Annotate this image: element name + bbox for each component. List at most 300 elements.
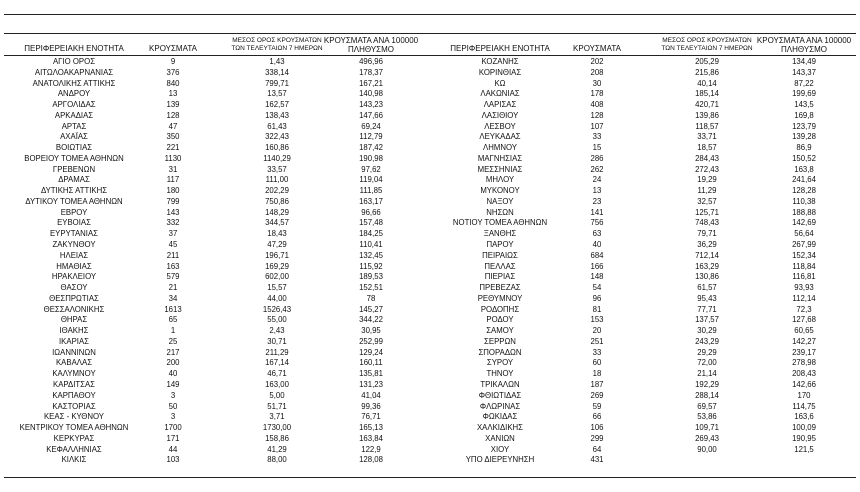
region-cell: ΚΟΡΙΝΘΙΑΣ <box>478 67 522 77</box>
per100k-cell: 121,5 <box>794 444 814 454</box>
per100k-cell: 111,85 <box>359 186 383 196</box>
table-row <box>430 369 860 380</box>
cases-cell: 139 <box>166 100 180 110</box>
avg-cell: 18,57 <box>697 143 717 153</box>
region-cell: ΚΑΣΤΟΡΙΑΣ <box>52 401 96 411</box>
region-cell: ΧΑΝΙΩΝ <box>485 433 515 443</box>
cases-cell: 408 <box>590 100 604 110</box>
avg-cell: 61,57 <box>697 283 717 293</box>
cases-cell: 799 <box>166 196 180 206</box>
cases-cell: 33 <box>592 347 602 357</box>
per100k-cell: 140,98 <box>359 89 383 99</box>
avg-cell: 2,43 <box>269 326 285 336</box>
avg-cell: 288,14 <box>695 390 719 400</box>
table-row <box>430 402 860 413</box>
per100k-cell: 252,99 <box>359 336 383 346</box>
per100k-cell: 188,88 <box>792 207 816 217</box>
table-row <box>0 380 430 391</box>
per100k-cell: 134,49 <box>792 57 816 66</box>
cases-cell: 153 <box>590 315 604 325</box>
per100k-cell: 165,13 <box>359 423 383 433</box>
avg-cell: 192,29 <box>695 379 719 389</box>
table-row <box>0 89 430 100</box>
region-cell: ΗΛΕΙΑΣ <box>59 250 89 260</box>
header-region-left: ΠΕΡΙΦΕΡΕΙΑΚΗ ΕΝΟΤΗΤΑ <box>24 44 124 53</box>
avg-cell: 125,71 <box>695 207 719 217</box>
avg-cell: 69,57 <box>697 401 717 411</box>
cases-cell: 350 <box>166 132 180 142</box>
per100k-cell: 132,45 <box>359 250 383 260</box>
avg-cell: 1140,29 <box>263 153 291 163</box>
avg-cell: 163,29 <box>695 261 719 271</box>
region-cell: ΔΥΤΙΚΗΣ ΑΤΤΙΚΗΣ <box>40 186 108 196</box>
table-row <box>430 262 860 273</box>
header-rule <box>4 55 856 56</box>
region-cell: ΛΑΡΙΣΑΣ <box>483 100 517 110</box>
table-row <box>0 218 430 229</box>
table-row <box>430 122 860 133</box>
avg-cell: 18,43 <box>267 229 287 239</box>
region-cell: ΣΠΟΡΑΔΩΝ <box>478 347 522 357</box>
region-cell: ΡΟΔΟΠΗΣ <box>480 304 520 314</box>
table-row <box>0 402 430 413</box>
per100k-cell: 129,24 <box>359 347 383 357</box>
region-cell: ΣΥΡΟΥ <box>486 358 514 368</box>
avg-cell: 29,29 <box>697 347 717 357</box>
table-row <box>0 79 430 90</box>
table-row <box>430 305 860 316</box>
cases-cell: 9 <box>170 57 176 66</box>
avg-cell: 338,14 <box>265 67 289 77</box>
region-cell: ΧΑΛΚΙΔΙΚΗΣ <box>476 423 523 433</box>
per100k-cell: 99,36 <box>361 401 381 411</box>
table-row <box>430 229 860 240</box>
table-row <box>0 122 430 133</box>
region-cell: ΑΡΤΑΣ <box>61 121 87 131</box>
per100k-cell: 142,66 <box>792 379 816 389</box>
region-cell: ΛΑΚΩΝΙΑΣ <box>480 89 520 99</box>
region-cell: ΦΘΙΩΤΙΔΑΣ <box>478 390 522 400</box>
avg-cell: 41,29 <box>267 444 287 454</box>
region-cell: ΚΟΖΑΝΗΣ <box>481 57 519 66</box>
avg-cell: 109,71 <box>695 423 719 433</box>
per100k-cell: 127,68 <box>792 315 816 325</box>
avg-cell: 211,29 <box>265 347 289 357</box>
avg-cell: 158,86 <box>265 433 289 443</box>
region-cell: ΦΩΚΙΔΑΣ <box>482 412 518 422</box>
region-cell: ΕΥΒΟΙΑΣ <box>57 218 91 228</box>
region-cell: ΑΝΔΡΟΥ <box>57 89 91 99</box>
region-cell: ΚΑΡΠΑΘΟΥ <box>52 390 96 400</box>
header-avg-right: ΜΕΣΟΣ ΟΡΟΣ ΚΡΟΥΣΜΑΤΩΝ ΤΩΝ ΤΕΛΕΥΤΑΙΩΝ 7 ΗΜΕΡΩΝ <box>661 37 753 52</box>
cases-cell: 217 <box>166 347 180 357</box>
region-cell: ΒΟΡΕΙΟΥ ΤΟΜΕΑ ΑΘΗΝΩΝ <box>24 153 124 163</box>
table-row <box>0 229 430 240</box>
region-cell: ΖΑΚΥΝΘΟΥ <box>52 240 96 250</box>
table-row <box>430 423 860 434</box>
per100k-cell: 115,92 <box>359 261 383 271</box>
region-cell: ΑΙΤΩΛΟΑΚΑΡΝΑΝΙΑΣ <box>34 67 114 77</box>
region-cell: ΘΕΣΣΑΛΟΝΙΚΗΣ <box>43 304 105 314</box>
cases-cell: 81 <box>592 304 602 314</box>
cases-cell: 24 <box>592 175 602 185</box>
table-row <box>0 445 430 456</box>
per100k-cell: 118,84 <box>792 261 816 271</box>
table-row <box>430 143 860 154</box>
table-row <box>430 337 860 348</box>
avg-cell: 202,29 <box>265 186 289 196</box>
avg-cell: 162,57 <box>265 100 289 110</box>
region-cell: ΠΙΕΡΙΑΣ <box>484 272 516 282</box>
cases-cell: 840 <box>166 78 180 88</box>
region-cell: ΚΕΑΣ - ΚΥΘΝΟΥ <box>43 412 105 422</box>
cases-cell: 251 <box>590 336 604 346</box>
avg-cell: 1730,00 <box>262 423 292 433</box>
table-row <box>430 132 860 143</box>
avg-cell: 5,00 <box>269 390 285 400</box>
table-row <box>430 391 860 402</box>
cases-cell: 117 <box>166 175 180 185</box>
cases-cell: 44 <box>168 444 178 454</box>
table-row <box>0 358 430 369</box>
cases-cell: 59 <box>592 401 602 411</box>
region-cell: ΣΑΜΟΥ <box>486 326 514 336</box>
avg-cell: 21,14 <box>697 369 717 379</box>
region-cell: ΕΥΡΥΤΑΝΙΑΣ <box>49 229 98 239</box>
avg-cell: 111,00 <box>265 175 289 185</box>
region-cell: ΚΕΦΑΛΛΗΝΙΑΣ <box>46 444 102 454</box>
region-cell: ΚΙΛΚΙΣ <box>61 455 87 465</box>
avg-cell: 748,43 <box>695 218 719 228</box>
table-row <box>430 218 860 229</box>
cases-cell: 107 <box>590 121 604 131</box>
cases-cell: 171 <box>166 433 180 443</box>
per100k-cell: 119,04 <box>359 175 383 185</box>
per100k-cell: 157,48 <box>359 218 383 228</box>
avg-cell: 284,43 <box>695 153 719 163</box>
table-row <box>0 326 430 337</box>
cases-cell: 3 <box>170 412 176 422</box>
avg-cell: 11,29 <box>697 186 717 196</box>
per100k-cell: 163,84 <box>359 433 383 443</box>
avg-cell: 79,71 <box>697 229 717 239</box>
region-cell: ΚΕΡΚΥΡΑΣ <box>53 433 95 443</box>
per100k-cell: 160,11 <box>359 358 383 368</box>
table-row <box>0 315 430 326</box>
per100k-cell: 344,22 <box>359 315 383 325</box>
cases-cell: 1130 <box>164 153 182 163</box>
avg-cell: 269,43 <box>695 433 719 443</box>
cases-cell: 31 <box>168 164 178 174</box>
per100k-cell: 96,66 <box>361 207 381 217</box>
per100k-cell: 170 <box>797 390 811 400</box>
avg-cell: 138,43 <box>265 110 289 120</box>
region-cell: ΡΕΘΥΜΝΟΥ <box>477 293 523 303</box>
region-cell: ΚΩ <box>494 78 506 88</box>
cases-cell: 33 <box>592 132 602 142</box>
per100k-cell: 41,04 <box>361 390 381 400</box>
region-cell: ΝΑΞΟΥ <box>486 196 514 206</box>
avg-cell: 420,71 <box>695 100 719 110</box>
per100k-cell: 241,64 <box>792 175 816 185</box>
table-row <box>430 251 860 262</box>
table-body-left <box>0 57 430 466</box>
cases-cell: 37 <box>168 229 178 239</box>
avg-cell: 137,57 <box>695 315 719 325</box>
avg-cell: 61,43 <box>267 121 287 131</box>
cases-cell: 47 <box>168 121 178 131</box>
region-cell: ΜΗΛΟΥ <box>485 175 515 185</box>
per100k-cell: 147,66 <box>359 110 383 120</box>
cases-cell: 66 <box>592 412 602 422</box>
table-row <box>0 100 430 111</box>
region-cell: ΛΑΣΙΘΙΟΥ <box>481 110 519 120</box>
avg-cell: 90,00 <box>697 444 717 454</box>
table-row <box>0 423 430 434</box>
table-row <box>0 143 430 154</box>
avg-cell: 51,71 <box>267 401 287 411</box>
table-row <box>0 68 430 79</box>
avg-cell: 3,71 <box>269 412 285 422</box>
avg-cell: 44,00 <box>267 293 287 303</box>
region-cell: ΓΡΕΒΕΝΩΝ <box>52 164 96 174</box>
region-cell: ΝΟΤΙΟΥ ΤΟΜΕΑ ΑΘΗΝΩΝ <box>452 218 548 228</box>
region-cell: ΜΥΚΟΝΟΥ <box>480 186 520 196</box>
region-cell: ΘΕΣΠΡΩΤΙΑΣ <box>49 293 99 303</box>
table-row <box>0 57 430 68</box>
cases-cell: 208 <box>590 67 604 77</box>
header-per100k-right: ΚΡΟΥΣΜΑΤΑ ΑΝΑ 100000 ΠΛΗΘΥΣΜΟ <box>756 36 852 54</box>
cases-cell: 3 <box>170 390 176 400</box>
per100k-cell: 123,79 <box>792 121 816 131</box>
per100k-cell: 163,6 <box>794 412 814 422</box>
avg-cell: 185,14 <box>695 89 719 99</box>
table-row <box>0 111 430 122</box>
cases-cell: 40 <box>592 240 602 250</box>
per100k-cell: 143,37 <box>792 67 816 77</box>
per100k-cell: 116,81 <box>792 272 816 282</box>
avg-cell: 243,29 <box>695 336 719 346</box>
per100k-cell: 152,51 <box>359 283 383 293</box>
cases-cell: 64 <box>592 444 602 454</box>
table-row <box>430 89 860 100</box>
avg-cell: 139,86 <box>695 110 719 120</box>
region-cell: ΠΕΛΛΑΣ <box>484 261 516 271</box>
table-row <box>430 197 860 208</box>
cases-cell: 54 <box>592 283 602 293</box>
region-cell: ΧΙΟΥ <box>490 444 510 454</box>
cases-cell: 262 <box>590 164 604 174</box>
per100k-cell: 110,41 <box>359 240 383 250</box>
cases-cell: 23 <box>592 196 602 206</box>
cases-cell: 299 <box>590 433 604 443</box>
avg-cell: 36,29 <box>697 240 717 250</box>
per100k-cell: 169,8 <box>794 110 814 120</box>
per100k-cell: 86,9 <box>796 143 812 153</box>
cases-cell: 431 <box>590 455 604 465</box>
per100k-cell: 128,08 <box>359 455 383 465</box>
table-row <box>430 380 860 391</box>
cases-cell: 684 <box>590 250 604 260</box>
avg-cell: 40,14 <box>697 78 717 88</box>
cases-cell: 269 <box>590 390 604 400</box>
per100k-cell: 163,8 <box>794 164 814 174</box>
per100k-cell: 184,25 <box>359 229 383 239</box>
cases-cell: 50 <box>168 401 178 411</box>
avg-cell: 602,00 <box>265 272 289 282</box>
table-row <box>0 348 430 359</box>
per100k-cell: 112,79 <box>359 132 383 142</box>
region-cell: ΤΡΙΚΑΛΩΝ <box>480 379 520 389</box>
region-cell: ΚΑΒΑΛΑΣ <box>55 358 93 368</box>
table-row <box>430 294 860 305</box>
per100k-cell: 100,09 <box>792 423 816 433</box>
cases-cell: 332 <box>166 218 180 228</box>
avg-cell: 32,57 <box>697 196 717 206</box>
per100k-cell: 145,27 <box>359 304 383 314</box>
cases-cell: 202 <box>590 57 604 66</box>
table-row <box>430 445 860 456</box>
table-row <box>430 283 860 294</box>
avg-cell: 30,71 <box>267 336 287 346</box>
cases-cell: 166 <box>590 261 604 271</box>
region-cell: ΙΚΑΡΙΑΣ <box>59 336 89 346</box>
region-cell: ΗΜΑΘΙΑΣ <box>56 261 92 271</box>
cases-cell: 221 <box>166 143 180 153</box>
header-cases-right: ΚΡΟΥΣΜΑΤΑ <box>573 44 621 53</box>
cases-cell: 60 <box>592 358 602 368</box>
avg-cell: 55,00 <box>267 315 287 325</box>
cases-cell: 30 <box>592 78 602 88</box>
cases-cell: 96 <box>592 293 602 303</box>
cases-cell: 180 <box>166 186 180 196</box>
per100k-cell: 178,37 <box>359 67 383 77</box>
table-row <box>430 455 860 466</box>
region-cell: ΒΟΙΩΤΙΑΣ <box>55 143 93 153</box>
table-row <box>0 294 430 305</box>
region-cell: ΠΕΙΡΑΙΩΣ <box>482 250 518 260</box>
per100k-cell: 239,17 <box>792 347 816 357</box>
table-row <box>430 154 860 165</box>
region-cell: ΠΑΡΟΥ <box>486 240 514 250</box>
region-cell: ΣΕΡΡΩΝ <box>484 336 516 346</box>
table-row <box>430 434 860 445</box>
per100k-cell: 76,71 <box>361 412 381 422</box>
cases-cell: 13 <box>592 186 602 196</box>
region-cell: ΑΝΑΤΟΛΙΚΗΣ ΑΤΤΙΚΗΣ <box>32 78 116 88</box>
per100k-cell: 143,23 <box>359 100 383 110</box>
avg-cell: 46,71 <box>267 369 287 379</box>
avg-cell: 13,57 <box>267 89 287 99</box>
table-row <box>0 272 430 283</box>
region-cell: ΔΡΑΜΑΣ <box>58 175 90 185</box>
region-cell: ΕΒΡΟΥ <box>60 207 88 217</box>
table-row <box>0 369 430 380</box>
avg-cell: 750,86 <box>265 196 289 206</box>
cases-cell: 40 <box>168 369 178 379</box>
avg-cell: 47,29 <box>267 240 287 250</box>
table-row <box>0 434 430 445</box>
header-cases-left: ΚΡΟΥΣΜΑΤΑ <box>149 44 197 53</box>
region-cell: ΘΑΣΟΥ <box>60 283 88 293</box>
table-row <box>430 326 860 337</box>
avg-cell: 148,29 <box>265 207 289 217</box>
per100k-cell: 128,28 <box>792 186 816 196</box>
cases-cell: 15 <box>592 143 602 153</box>
header-region-right: ΠΕΡΙΦΕΡΕΙΑΚΗ ΕΝΟΤΗΤΑ <box>450 44 550 53</box>
per100k-cell: 60,65 <box>794 326 814 336</box>
per100k-cell: 190,95 <box>792 433 816 443</box>
per100k-cell: 30,95 <box>361 326 381 336</box>
per100k-cell: 110,38 <box>792 196 816 206</box>
cases-cell: 21 <box>168 283 178 293</box>
avg-cell: 160,86 <box>265 143 289 153</box>
region-cell: ΛΕΥΚΑΔΑΣ <box>479 132 521 142</box>
cases-cell: 148 <box>590 272 604 282</box>
cases-cell: 25 <box>168 336 178 346</box>
table-row <box>430 186 860 197</box>
table-row <box>0 208 430 219</box>
table-row <box>430 358 860 369</box>
cases-cell: 20 <box>592 326 602 336</box>
table-row <box>430 240 860 251</box>
region-cell: ΑΧΑΪΑΣ <box>60 132 88 142</box>
region-cell: ΚΑΛΥΜΝΟΥ <box>52 369 96 379</box>
cases-cell: 128 <box>166 110 180 120</box>
per100k-cell: 97,62 <box>361 164 381 174</box>
region-cell: ΑΡΓΟΛΙΔΑΣ <box>52 100 96 110</box>
cases-cell: 178 <box>590 89 604 99</box>
region-cell: ΞΑΝΘΗΣ <box>483 229 517 239</box>
region-cell: ΔΥΤΙΚΟΥ ΤΟΜΕΑ ΑΘΗΝΩΝ <box>25 196 123 206</box>
region-cell: ΡΟΔΟΥ <box>486 315 514 325</box>
table-row <box>430 175 860 186</box>
region-cell: ΦΛΩΡΙΝΑΣ <box>479 401 521 411</box>
avg-cell: 72,00 <box>697 358 717 368</box>
region-cell: ΗΡΑΚΛΕΙΟΥ <box>51 272 97 282</box>
table-row <box>0 412 430 423</box>
region-cell: ΑΓΙΟ ΟΡΟΣ <box>52 57 96 66</box>
per100k-cell: 150,52 <box>792 153 816 163</box>
region-cell: ΚΕΝΤΡΙΚΟΥ ΤΟΜΕΑ ΑΘΗΝΩΝ <box>19 423 129 433</box>
cases-cell: 756 <box>590 218 604 228</box>
cases-cell: 286 <box>590 153 604 163</box>
region-cell: ΚΑΡΔΙΤΣΑΣ <box>53 379 95 389</box>
table-row <box>430 111 860 122</box>
avg-cell: 53,86 <box>697 412 717 422</box>
per100k-cell: 189,53 <box>359 272 383 282</box>
upper-rule <box>4 33 856 34</box>
per100k-cell: 112,14 <box>792 293 816 303</box>
table-row <box>0 175 430 186</box>
table-row <box>430 57 860 68</box>
per100k-cell: 208,43 <box>792 369 816 379</box>
cases-cell: 141 <box>590 207 604 217</box>
avg-cell: 130,86 <box>695 272 719 282</box>
table-row <box>0 391 430 402</box>
region-cell: ΠΡΕΒΕΖΑΣ <box>479 283 521 293</box>
header-avg-left: ΜΕΣΟΣ ΟΡΟΣ ΚΡΟΥΣΜΑΤΩΝ ΤΩΝ ΤΕΛΕΥΤΑΙΩΝ 7 ΗΜΕΡΩΝ <box>231 37 323 52</box>
per100k-cell: 87,22 <box>794 78 814 88</box>
avg-cell: 163,00 <box>265 379 289 389</box>
cases-cell: 211 <box>166 250 180 260</box>
avg-cell: 272,43 <box>695 164 719 174</box>
table-row <box>430 208 860 219</box>
per100k-cell: 72,3 <box>796 304 812 314</box>
cases-cell: 13 <box>168 89 178 99</box>
table-row <box>0 262 430 273</box>
region-cell: ΘΗΡΑΣ <box>60 315 88 325</box>
